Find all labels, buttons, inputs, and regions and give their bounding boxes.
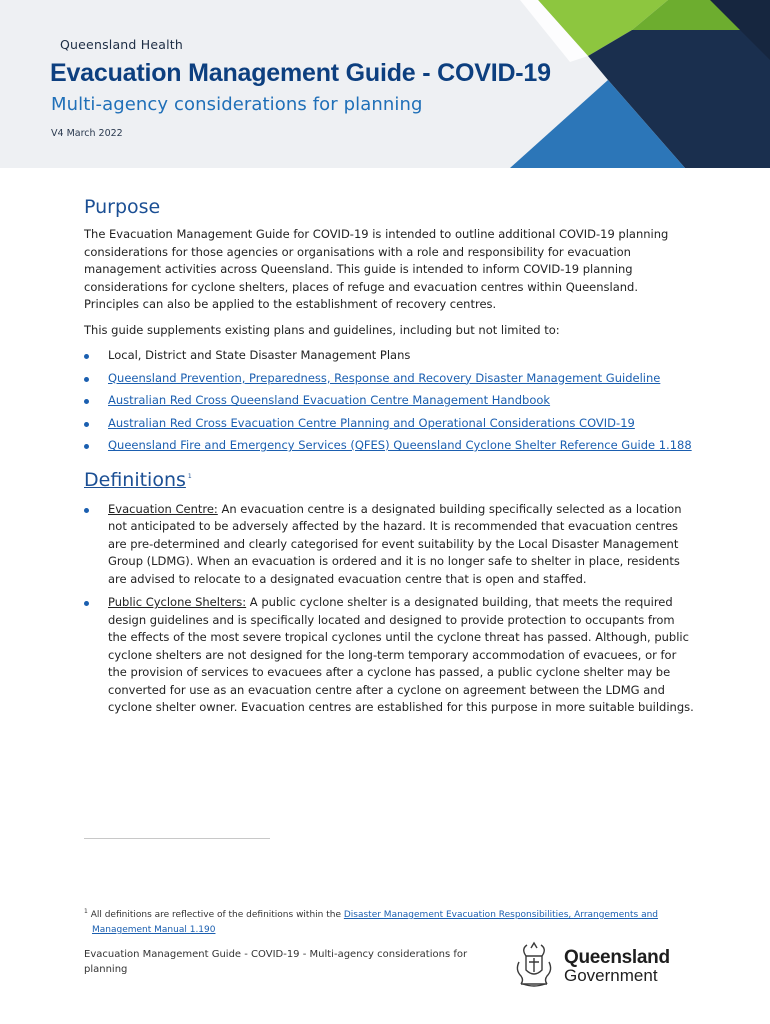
definition-text: A public cyclone shelter is a designated building, that meets the required design guidelines and is specifically located and designed to provide protection to occupants from the effects of the most severe tropical cyclones until the cyclone threat has passed. Although, public cyclone shelters are not designed for the long-term temporary accommodation of evacuees, or for the provision of services to evacuees after a cyclone has passed, a public cyclone shelter may be converted for use as an evacuation centre after a cyclone on agreement between the LDMG and cyclone shelter owner. Evacuation centres are established for this purpose in more suitable buildings. bbox=[108, 595, 694, 714]
definition-text: An evacuation centre is a designated building specifically selected as a location not anticipated to be adversely affected by the hazard. It is recommended that evacuation centres are pre-determined and clearly categorised for event suitability by the Local Disaster Management Group (LDMG). When an evacuation is ordered and it is no longer safe to shelter in place, residents are advised to relocate to a designated evacuation centre that is open and staffed. bbox=[108, 501, 682, 586]
version-date: V4 March 2022 bbox=[51, 128, 123, 139]
list-item bbox=[84, 370, 694, 388]
logo-text-government: Government bbox=[564, 966, 658, 985]
queensland-government-logo bbox=[509, 940, 679, 990]
bullet-icon bbox=[84, 444, 89, 449]
bullet-icon bbox=[84, 422, 89, 427]
definitions-heading-link[interactable]: Definitions bbox=[84, 468, 186, 491]
footnote-divider bbox=[84, 838, 270, 839]
bullet-icon bbox=[84, 377, 89, 382]
definition-term: Evacuation Centre: bbox=[108, 501, 218, 516]
definition-item bbox=[84, 501, 694, 589]
bullet-icon bbox=[84, 399, 89, 404]
purpose-intro-paragraph: The Evacuation Management Guide for COVID-19 is intended to outline additional COVID-19 planning considerations for those agencies or organisations with a role and responsibility for evacuation management activities across Queensland. This guide is intended to inform COVID-19 planning considerations for cyclone shelters, places of refuge and evacuation centres within Queensland. Principles can also be applied to the establishment of recovery centres. bbox=[84, 227, 669, 311]
link-red-cross-handbook[interactable]: Australian Red Cross Queensland Evacuation Centre Management Handbook bbox=[108, 393, 551, 407]
coat-of-arms-icon bbox=[509, 940, 559, 990]
main-content bbox=[84, 196, 694, 723]
definitions-heading bbox=[84, 469, 694, 491]
list-item bbox=[84, 437, 694, 455]
organisation-name: Queensland Health bbox=[60, 37, 183, 52]
link-red-cross-covid-considerations[interactable]: Australian Red Cross Evacuation Centre Planning and Operational Considerations COVID-19 bbox=[108, 415, 635, 430]
footer-document-title: Evacuation Management Guide - COVID-19 - Multi-agency considerations for planning bbox=[84, 949, 468, 975]
footnote-marker: 1 bbox=[187, 473, 192, 481]
supplements-paragraph: This guide supplements existing plans and guidelines, including but not limited to: bbox=[84, 322, 560, 337]
footnote-link[interactable]: Disaster Management Evacuation Responsibilities, Arrangements and bbox=[343, 910, 659, 920]
header-banner bbox=[0, 0, 770, 168]
list-item-text: Local, District and State Disaster Management Plans bbox=[108, 348, 411, 362]
definition-item bbox=[84, 594, 694, 717]
purpose-heading: Purpose bbox=[84, 196, 161, 218]
reference-list bbox=[84, 347, 694, 455]
document-title: Evacuation Management Guide - COVID-19 bbox=[50, 59, 551, 87]
list-item bbox=[84, 392, 694, 410]
definitions-list bbox=[84, 501, 694, 717]
footnote-link-continued[interactable]: Management Manual 1.190 bbox=[92, 925, 216, 935]
bullet-icon bbox=[84, 508, 89, 513]
definition-term: Public Cyclone Shelters: bbox=[108, 595, 247, 609]
footnote bbox=[84, 904, 694, 938]
link-qld-ppr-guideline[interactable]: Queensland Prevention, Preparedness, Response and Recovery Disaster Management Guideline bbox=[108, 370, 661, 385]
logo-text-queensland: Queensland bbox=[564, 947, 670, 968]
link-qfes-cyclone-shelter-guide[interactable]: Queensland Fire and Emergency Services (QFES) Queensland Cyclone Shelter Reference Guide 1.188 bbox=[108, 438, 692, 452]
list-item bbox=[84, 415, 694, 433]
document-subtitle: Multi-agency considerations for planning bbox=[51, 94, 423, 115]
footnote-text: All definitions are reflective of the definitions within the bbox=[87, 910, 344, 920]
footnote-number: 1 bbox=[84, 908, 88, 915]
bullet-icon bbox=[84, 354, 89, 359]
bullet-icon bbox=[84, 601, 89, 606]
list-item bbox=[84, 347, 694, 365]
